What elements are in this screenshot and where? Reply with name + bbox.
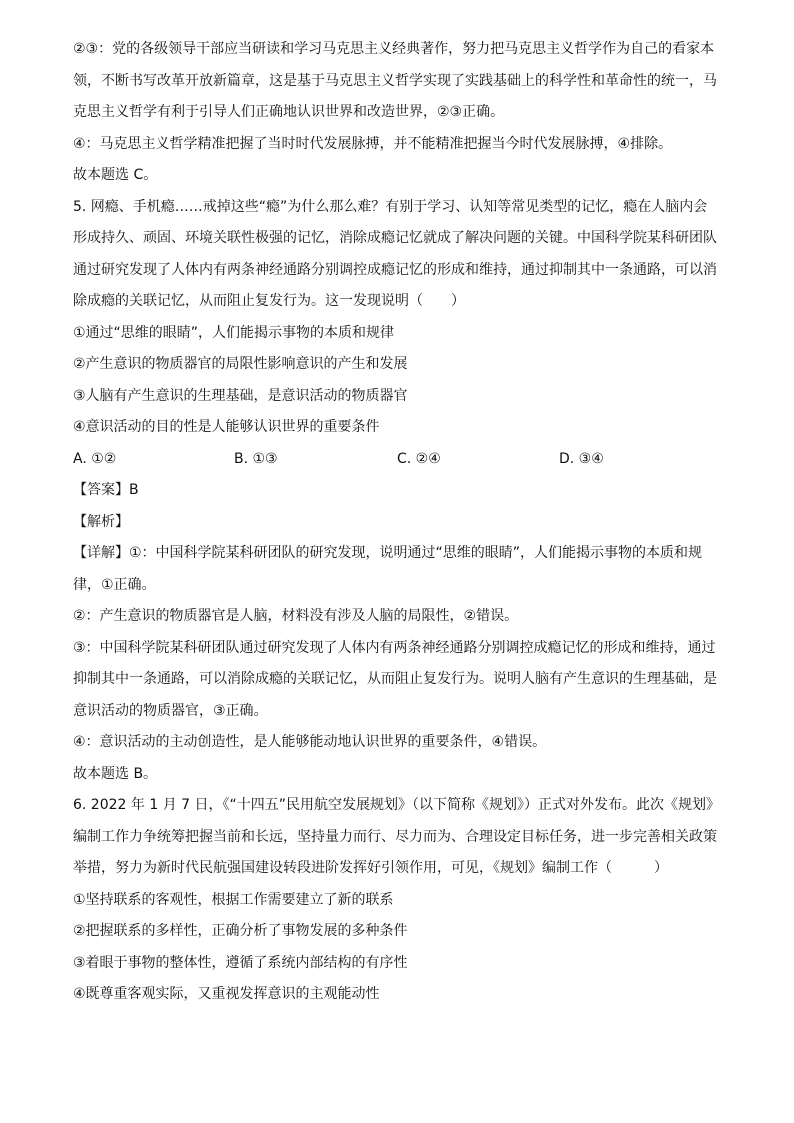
question-5-options	[73, 444, 733, 476]
question-5-stem: 除成瘾的关联记忆，从而阻止复发行为。这一发现说明（ ）	[73, 293, 465, 309]
option-c: C. ②④	[397, 450, 441, 467]
document-page	[73, 34, 733, 1011]
detail-line: 律，①正确。	[73, 576, 156, 593]
detail-line: 故本题选 B。	[73, 765, 158, 782]
text-line: ④：马克思主义哲学精准把握了当时时代发展脉搏，并不能精准把握当今时代发展脉搏，④排除。	[73, 135, 673, 152]
question-5-item: ④意识活动的目的性是人能够认识世界的重要条件	[73, 419, 380, 435]
question-5-item: ③人脑有产生意识的生理基础，是意识活动的物质器官	[73, 387, 408, 404]
text-line: 克思主义哲学有利于引导人们正确地认识世界和改造世界，②③正确。	[73, 104, 505, 120]
detail-line: ③：中国科学院某科研团队通过研究发现了人体内有两条神经通路分别调控成瘾记忆的形成和维持，通过	[73, 639, 716, 656]
text-line: ②③：党的各级领导干部应当研读和学习马克思主义经典著作，努力把马克思主义哲学作为自己的看家本	[73, 41, 715, 57]
question-5-stem: 通过研究发现了人体内有两条神经通路分别调控成瘾记忆的形成和维持，通过抑制其中一条通路，可以消	[73, 261, 717, 278]
question-6-stem: 举措，努力为新时代民航强国建设转段进阶发挥好引领作用，可见，《规划》编制工作（ ）	[73, 860, 668, 876]
detail-line: ④：意识活动的主动创造性，是人能够能动地认识世界的重要条件，④错误。	[73, 734, 547, 750]
question-6-item: ②把握联系的多样性，正确分析了事物发展的多种条件	[73, 923, 408, 939]
analysis-label: 【解析】	[73, 513, 129, 530]
answer-label: 【答案】B	[73, 482, 139, 498]
question-6-stem: 6. 2022 年 1 月 7 日，《“十四五”民用航空发展规划》（以下简称《规划》）正式对外发布。此次《规划》	[73, 797, 721, 813]
option-b: B. ①③	[234, 450, 278, 467]
question-5-stem: 5. 网瘾、手机瘾……戒掉这些“瘾”为什么那么难？有别于学习、认知等常见类型的记忆，瘾在人脑内会	[73, 198, 708, 215]
question-6-stem: 编制工作力争统筹把握当前和长远，坚持量力而行、尽力而为、合理设定目标任务，进一步完善相关政策	[73, 828, 717, 845]
question-6-item: ④既尊重客观实际，又重视发挥意识的主观能动性	[73, 986, 380, 1002]
detail-line: 【详解】①：中国科学院某科研团队的研究发现，说明通过“思维的眼睛”，人们能揭示事物的本质和规	[73, 545, 703, 561]
detail-line: 抑制其中一条通路，可以消除成瘾的关联记忆，从而阻止复发行为。说明人脑有产生意识的生理基础，是	[73, 671, 717, 687]
detail-line: 意识活动的物质器官，③正确。	[73, 702, 268, 719]
text-line: 故本题选 C。	[73, 167, 158, 183]
question-6-item: ③着眼于事物的整体性，遵循了系统内部结构的有序性	[73, 954, 408, 971]
option-a: A. ①②	[73, 450, 117, 467]
option-d: D. ③④	[559, 450, 604, 467]
question-6-item: ①坚持联系的客观性，根据工作需要建立了新的联系	[73, 891, 394, 908]
detail-line: ②：产生意识的物质器官是人脑，材料没有涉及人脑的局限性，②错误。	[73, 608, 519, 624]
question-5-item: ①通过“思维的眼睛”，人们能揭示事物的本质和规律	[73, 324, 395, 341]
question-5-item: ②产生意识的物质器官的局限性影响意识的产生和发展	[73, 356, 408, 372]
question-5-stem: 形成持久、顽固、环境关联性极强的记忆，消除成瘾记忆就成了解决问题的关键。中国科学院某科研团队	[73, 230, 717, 246]
text-line: 领，不断书写改革开放新篇章，这是基于马克思主义哲学实现了实践基础上的科学性和革命性的统一，马	[73, 72, 717, 89]
